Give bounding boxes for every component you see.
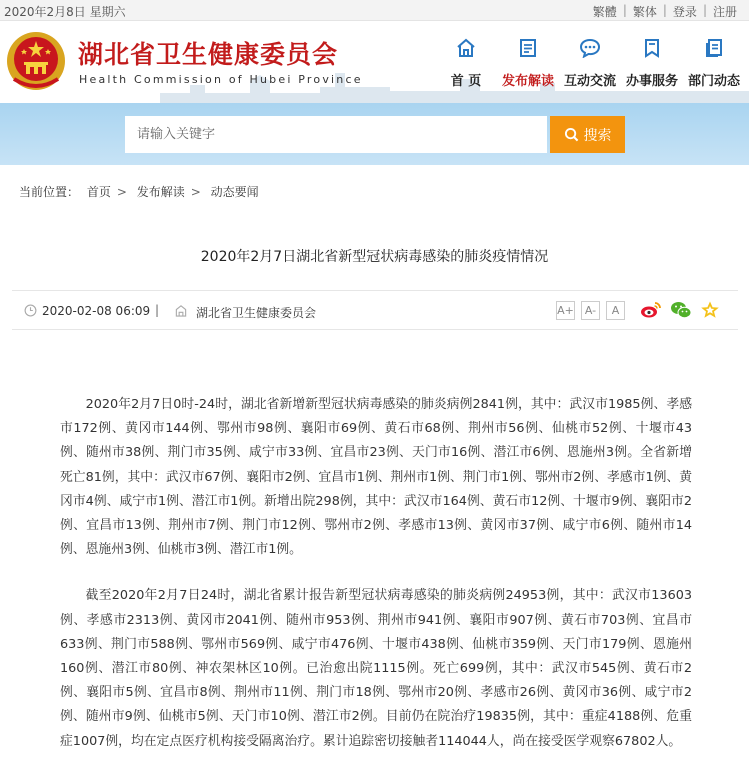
search-input[interactable]: 请输入关键字: [125, 116, 547, 153]
favorite-star-icon[interactable]: [700, 300, 720, 320]
source-icon: [174, 304, 188, 317]
nav-item-services[interactable]: [621, 35, 683, 89]
publish-time: 2020-02-08 06:09: [42, 304, 151, 318]
current-date: 2020年2月8日 星期六: [4, 5, 126, 19]
search-band: [0, 103, 749, 165]
nav-item-department-news[interactable]: [683, 35, 745, 89]
home-icon: [456, 38, 476, 58]
article-source: 湖北省卫生健康委员会: [196, 306, 317, 320]
nav-label: 互动交流: [563, 74, 616, 89]
nav-label: 部门动态: [687, 74, 740, 89]
login-link[interactable]: 登录: [672, 5, 697, 19]
clock-icon: [24, 304, 37, 317]
article-paragraph: 截至2020年2月7日24时，湖北省累计报告新型冠状病毒感染的肺炎病例24953例，其中：武汉市13603例、孝感市2313例、黄冈市2041例、随州市953例、荆州市941例、襄阳市907例、黄石市703例、宜昌市633例、荆门市588例、鄂州市569例、咸宁市476例、十堰市438例、仙桃市359例、天门市179例、恩施州160例、潜江市80例、神农架林区10例。已治愈出院1115例。死亡699例，其中：武汉市545例、黄石市2例、襄阳市5例、宜昌市8例、荆州市11例、荆门市18例、鄂州市20例、孝感市26例、黄冈市36例、咸宁市2例、随州市9例、仙桃市5例、天门市10例、潜江市2例。目前仍在院治疗19835例，其中：重症4188例、危重症1007例，均在定点医疗机构接受隔离治疗。累计追踪密切接触者114044人，尚在接受医学观察67802人。: [60, 588, 692, 749]
article-body: [60, 393, 692, 776]
weibo-share-icon[interactable]: [640, 300, 662, 320]
breadcrumb: [19, 183, 263, 200]
site-subtitle: Health Commission of Hubei Province: [79, 73, 363, 86]
nav-item-home[interactable]: [435, 35, 497, 89]
nav-label: 发布解读: [501, 74, 554, 89]
main-nav: [435, 35, 745, 89]
breadcrumb-label: 当前位置：: [19, 185, 80, 199]
breadcrumb-separator: >: [190, 185, 201, 199]
article-title: 2020年2月7日湖北省新型冠状病毒感染的肺炎疫情情况: [200, 249, 549, 265]
nav-item-interaction[interactable]: [559, 35, 621, 89]
article-paragraph: 2020年2月7日0时-24时，湖北省新增新型冠状病毒感染的肺炎病例2841例，其中：武汉市1985例、孝感市172例、黄冈市144例、鄂州市98例、襄阳市69例、黄石市68例、荆州市56例、仙桃市52例、十堰市43例、随州市38例、荆门市35例、咸宁市33例、宜昌市23例、天门市16例、潜江市6例、恩施州3例。全省新增死亡81例，其中：武汉市67例、襄阳市2例、宜昌市1例、荆州市1例、荆门市1例、鄂州市2例、孝感市1例、黄冈市4例、咸宁市1例、潜江市1例。新增出院298例，其中：武汉市164例、黄石市12例、十堰市9例、襄阳市2例、宜昌市13例、荆州市7例、荆门市12例、鄂州市2例、孝感市13例、黄冈市37例、咸宁市6例、随州市14例、恩施州3例、仙桃市3例、潜江市1例。: [60, 397, 692, 558]
font-increase-button[interactable]: A+: [556, 301, 575, 320]
meta-separator: |: [155, 303, 160, 317]
article-meta: [12, 290, 738, 330]
breadcrumb-news[interactable]: 动态要闻: [210, 185, 259, 199]
nav-item-release[interactable]: [497, 35, 559, 89]
divider: |: [622, 3, 627, 17]
register-link[interactable]: 注册: [712, 5, 737, 19]
wechat-share-icon[interactable]: [670, 300, 692, 320]
bookmark-icon: [643, 38, 661, 58]
font-decrease-button[interactable]: A-: [581, 301, 600, 320]
breadcrumb-release[interactable]: 发布解读: [136, 185, 185, 199]
site-title[interactable]: 湖北省卫生健康委员会: [78, 40, 339, 69]
divider: |: [662, 3, 667, 17]
search-button[interactable]: [550, 116, 625, 153]
chat-icon: [579, 38, 601, 58]
document-icon: [518, 38, 538, 58]
divider: |: [702, 3, 707, 17]
national-emblem-logo[interactable]: [6, 29, 66, 93]
top-links: [587, 3, 743, 20]
news-icon: [704, 38, 724, 58]
search-button-label: 搜索: [583, 127, 612, 144]
top-bar: [0, 0, 749, 21]
traditional-chinese-link[interactable]: 繁體: [592, 5, 617, 19]
nav-label: 首 页: [450, 74, 482, 89]
nav-label: 办事服务: [625, 74, 678, 89]
simplified-chinese-link[interactable]: 繁体: [632, 5, 657, 19]
search-icon: [564, 127, 579, 142]
site-header: [0, 21, 749, 103]
breadcrumb-separator: >: [116, 185, 127, 199]
font-default-button[interactable]: A: [606, 301, 625, 320]
breadcrumb-home[interactable]: 首页: [86, 185, 111, 199]
